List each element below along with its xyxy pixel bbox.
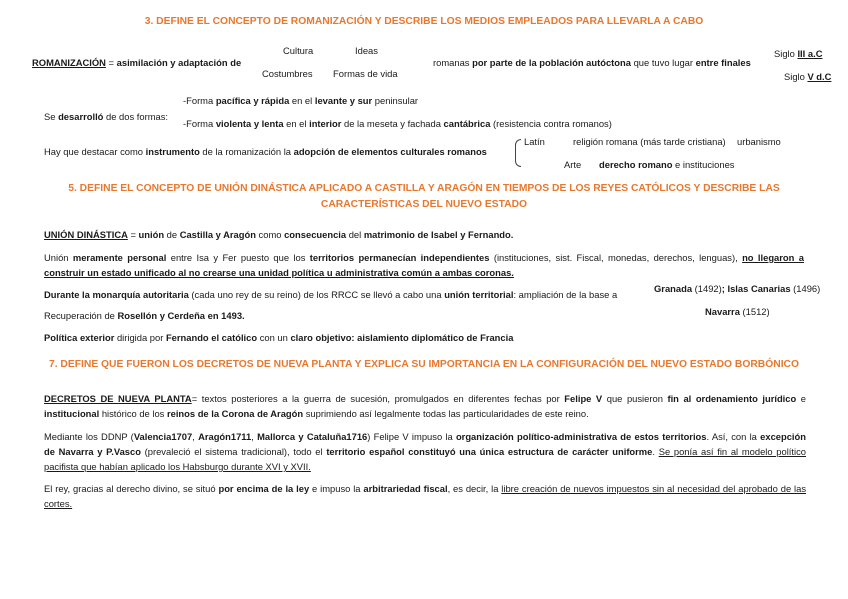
word-cultura: Cultura — [283, 45, 314, 56]
word-religion: religión romana (más tarde cristiana) — [573, 136, 726, 147]
siglo-v: Siglo V d.C — [784, 71, 832, 82]
word-arte: Arte — [564, 159, 582, 170]
word-urbanismo: urbanismo — [737, 136, 781, 147]
romanas-text: romanas por parte de la población autóctona que tuvo lugar entre finales — [433, 57, 751, 68]
section-5-heading: 5. DEFINE EL CONCEPTO DE UNIÓN DINÁSTICA APLICADO A CASTILLA Y ARAGÓN EN TIEMPOS DE LOS REYES CATÓLICOS Y DESCRIBE LAS CARACTERÍSTICAS DEL NUEVO ESTADO — [68, 183, 780, 210]
siglo-iii: Siglo III a.C — [774, 48, 823, 59]
ddnp-paragraph: Mediante los DDNP (Valencia1707, Aragón1711, Mallorca y Cataluña1716) Felipe V impuso la organización político-administrativa de estos territorios. Así, con la excepción de Navarra y P.Vasco (prevaleció el sistema tradicional), todo el territorio español constituyó una única estructura de carácter uniforme. Se ponía así fin al modelo político pacifista que habían aplicado los Habsburgo durante XVI y XVII. — [44, 431, 806, 472]
desarrollo-text: Se desarrolló de dos formas: — [44, 111, 169, 122]
union-dinastica-term: UNIÓN DINÁSTICA — [44, 229, 128, 240]
forma-violenta: -Forma violenta y lenta en el interior de la meseta y fachada cantábrica (resistencia contra romanos) — [183, 118, 612, 129]
derecho-romano: derecho romano e instituciones — [599, 159, 735, 170]
union-personal-paragraph: Unión meramente personal entre Isa y Fer puesto que los territorios permanecían independientes (instituciones, sist. Fiscal, monedas, derechos, lenguas), no llegaron a construir un estado unificado al no crearse una unidad política u administrativa común a ambas coronas. — [44, 252, 804, 278]
decretos-term: DECRETOS DE NUEVA PLANTA — [44, 393, 192, 404]
brace-bracket — [515, 139, 521, 167]
romanizacion-def: asimilación y adaptación de — [116, 57, 242, 68]
romanizacion-definition: ROMANIZACIÓN = asimilación y adaptación de — [32, 57, 242, 68]
union-dinastica-definition: UNIÓN DINÁSTICA = unión de Castilla y Aragón como consecuencia del matrimonio de Isabel y Fernando. — [44, 229, 514, 240]
monarquia-autoritaria-text: Durante la monarquía autoritaria (cada uno rey de su reino) de los RRCC se llevó a cabo una unión territorial: ampliación de la base a — [44, 289, 618, 300]
destacar-text: Hay que destacar como instrumento de la romanización la adopción de elementos culturales romanos — [44, 146, 487, 157]
section-3-heading: 3. DEFINE EL CONCEPTO DE ROMANIZACIÓN Y DESCRIBE LOS MEDIOS EMPLEADOS PARA LLEVARLA A CABO — [144, 16, 704, 27]
word-costumbres: Costumbres — [262, 68, 313, 79]
recuperacion-text: Recuperación de Rosellón y Cerdeña en 1493. — [44, 310, 245, 321]
word-latin: Latín — [524, 136, 545, 147]
forma-pacifica: -Forma pacífica y rápida en el levante y sur peninsular — [183, 95, 419, 106]
decretos-definition: DECRETOS DE NUEVA PLANTA= textos posteriores a la guerra de sucesión, promulgados en diferentes fechas por Felipe V que pusieron fin al ordenamiento jurídico e institucional histórico de los reinos de la Corona de Aragón suprimiendo así legalmente todas las particularidades de este reino. — [44, 393, 806, 419]
rey-paragraph: El rey, gracias al derecho divino, se situó por encima de la ley e impuso la arbitrariedad fiscal, es decir, la libre creación de nuevos impuestos sin al necesidad del aprobado de las cortes. — [44, 483, 807, 509]
section-7-heading: 7. DEFINE QUE FUERON LOS DECRETOS DE NUEVA PLANTA Y EXPLICA SU IMPORTANCIA EN LA CONFIGURACIÓN DEL NUEVO ESTADO BORBÓNICO — [48, 359, 799, 370]
granada-canarias: Granada (1492); Islas Canarias (1496) — [654, 283, 821, 294]
politica-exterior-text: Política exterior dirigida por Fernando el católico con un claro objetivo: aislamiento diplomático de Francia — [44, 332, 514, 343]
romanizacion-term: ROMANIZACIÓN — [32, 57, 106, 68]
word-formas-vida: Formas de vida — [333, 68, 398, 79]
navarra: Navarra (1512) — [705, 306, 770, 317]
word-ideas: Ideas — [355, 45, 378, 56]
